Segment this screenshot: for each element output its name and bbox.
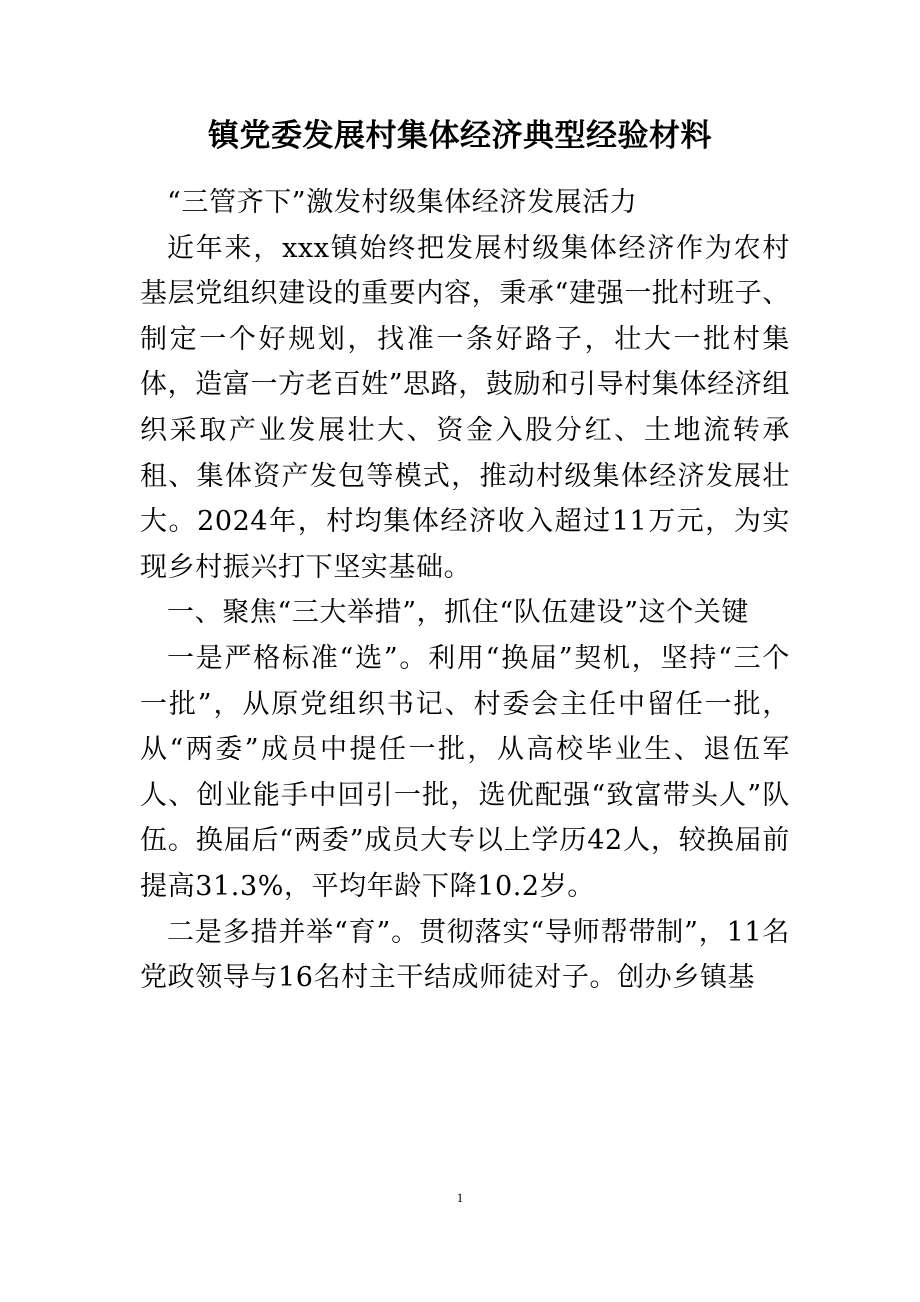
section-heading: 一、聚焦“三大举措”，抓住“队伍建设”这个关键 bbox=[167, 597, 750, 629]
body-paragraph: 一是严格标准“选”。利用“换届”契机，坚持“三个一批”，从原党组织书记、村委会主任中留任一批，从“两委”成员中提任一批，从高校毕业生、退伍军人、创业能手中回引一批，选优配强“致富带头人”队伍。换届后“两委”成员大专以上学历42人，较换届前提高31.3%，平均年龄下降10.2岁。 bbox=[140, 642, 790, 902]
intro-paragraph: 近年来，xxx镇始终把发展村级集体经济作为农村基层党组织建设的重要内容，秉承“建强一批村班子、制定一个好规划，找准一条好路子，壮大一批村集体，造富一方老百姓”思路，鼓励和引导村集体经济组织采取产业发展壮大、资金入股分红、土地流转承租、集体资产发包等模式，推动村级集体经济发展壮大。2024年，村均集体经济收入超过11万元，为实现乡村振兴打下坚实基础。 bbox=[140, 232, 790, 583]
subtitle-paragraph: “三管齐下”激发村级集体经济发展活力 bbox=[167, 187, 638, 218]
body-paragraph: 二是多措并举“育”。贯彻落实“导师帮带制”，11名党政领导与16名村主干结成师徒对子。创办乡镇基 bbox=[140, 916, 790, 994]
page-number: 1 bbox=[456, 1190, 464, 1205]
document-title: 镇党委发展村集体经济典型经验材料 bbox=[208, 118, 712, 154]
document-body bbox=[140, 180, 790, 1001]
